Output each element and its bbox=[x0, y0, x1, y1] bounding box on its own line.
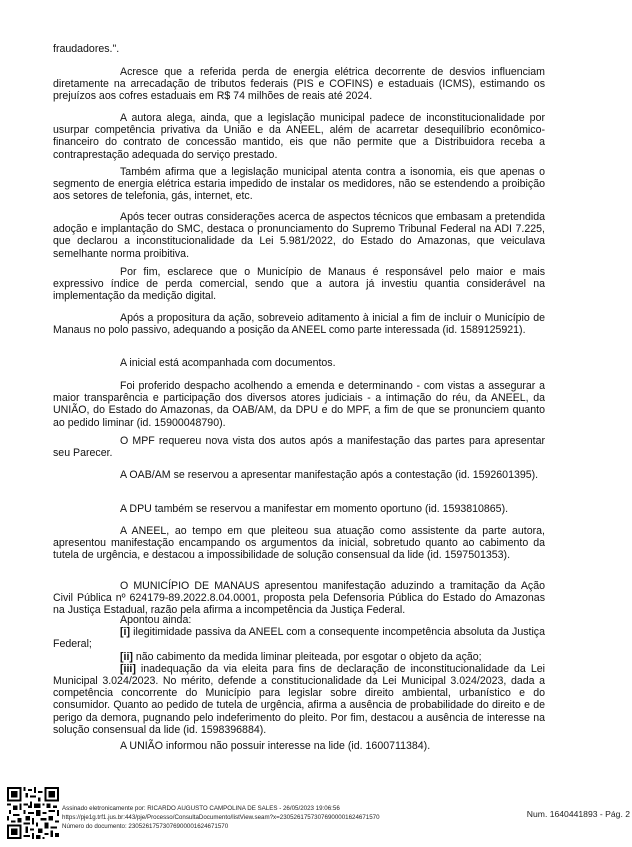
paragraph: Foi proferido despacho acolhendo a emenda e determinando - com vistas a assegurar a maior transparência e participação dos diversos atores judiciais - a intimação do réu, da ANEEL, da UNIÃO, do Estado do Amazonas, da OAB/AM, da DPU e do MPF, a fim de que se pronunciem quanto ao pedido liminar (id. 15900048790). bbox=[53, 380, 545, 429]
document-url-link[interactable]: https://pje1g.trf1.jus.br:443/pje/Processo/ConsultaDocumento/listView.seam?x=23052617573076900001624671570 bbox=[62, 814, 380, 821]
item-marker: [i] bbox=[120, 626, 130, 639]
paragraph: Acresce que a referida perda de energia elétrica decorrente de desvios influenciam diretamente na arrecadação de tributos federais (PIS e COFINS) e estaduais (ICMS), estimando os prejuízos aos cofres estaduais em R$ 74 milhões de reais até 2024. bbox=[53, 66, 545, 103]
qr-code-icon bbox=[7, 787, 59, 839]
paragraph: Também afirma que a legislação municipal atenta contra a isonomia, eis que apenas o segmento de energia elétrica estaria impedido de instalar os medidores, não se estendendo a proibição aos setores de telefonia, gás, internet, etc. bbox=[53, 166, 545, 203]
item-text: não cabimento da medida liminar pleiteada, por esgotar o objeto da ação; bbox=[132, 650, 482, 663]
item-text: inadequação da via eleita para fins de declaração de inconstitucionalidade da Lei Municipal 3.024/2023. No mérito, defende a constitucionalidade da Lei Municipal 3.024/2023, dada a competência concorrente do Município para legislar sobre direito ambiental, urbanístico e do consumidor. Quanto ao pedido de tutela de urgência, afirma a ausência de probabilidade do direito e de perigo da demora, pugnando pelo indeferimento do pleito. Por fim, destacou a ausência de interesse na solução consensual da lide (id. 1598396884). bbox=[53, 662, 545, 736]
apontou-block bbox=[53, 614, 545, 736]
apontou-intro: Apontou ainda: bbox=[120, 614, 192, 626]
item-text: ilegitimidade passiva da ANEEL com a consequente incompetência absoluta da Justiça Federal; bbox=[53, 626, 545, 651]
paragraph: Após tecer outras considerações acerca de aspectos técnicos que embasam a pretendida adoção e implantação do SMC, destaca o pronunciamento do Supremo Tribunal Federal na ADI 7.225, que declarou a inconstitucionalidade da Lei 5.981/2022, do Estado do Amazonas, que veiculava semelhante norma proibitiva. bbox=[53, 211, 545, 260]
paragraph: A inicial está acompanhada com documentos. bbox=[120, 357, 336, 369]
apontou-item-2 bbox=[53, 651, 545, 663]
document-number: Número do documento: 23052617573076900001624671570 bbox=[62, 823, 229, 830]
page-number: Num. 1640441893 - Pág. 2 bbox=[526, 809, 630, 819]
paragraph: A autora alega, ainda, que a legislação municipal padece de inconstitucionalidade por usurpar competência privativa da União e da ANEEL, além de acarretar desequilíbrio econômico-financeiro do contrato de concessão mantido, eis que não permite que a Distribuidora receba a contraprestação adequada do serviço prestado. bbox=[53, 112, 545, 161]
paragraph-uniao: A UNIÃO informou não possuir interesse na lide (id. 1600711384). bbox=[120, 740, 431, 752]
signature-line: Assinado eletronicamente por: RICARDO AUGUSTO CAMPOLINA DE SALES - 26/05/2023 19:06:56 bbox=[62, 805, 340, 812]
item-marker: [iii] bbox=[120, 662, 136, 675]
paragraph: O MUNICÍPIO DE MANAUS apresentou manifestação aduzindo a tramitação da Ação Civil Pública nº 624179-89.2022.8.04.0001, proposta pela Defensoria Pública do Estado do Amazonas na Justiça Estadual, razão pela afirma a incompetência da Justiça Federal. bbox=[53, 580, 545, 617]
paragraph: A OAB/AM se reservou a apresentar manifestação após a contestação (id. 1592601395). bbox=[120, 469, 539, 481]
apontou-item-1 bbox=[53, 626, 545, 650]
paragraph: Por fim, esclarece que o Município de Manaus é responsável pelo maior e mais expressivo índice de perda comercial, sendo que a autora já investiu quantia considerável na implementação da medição digital. bbox=[53, 266, 545, 303]
paragraph: O MPF requereu nova vista dos autos após a manifestação das partes para apresentar seu Parecer. bbox=[53, 435, 545, 460]
paragraph: Após a propositura da ação, sobreveio aditamento à inicial a fim de incluir o Município de Manaus no polo passivo, adequando a posição da ANEEL como parte interessada (id. 1589125921). bbox=[53, 312, 545, 337]
paragraph: A DPU também se reservou a manifestar em momento oportuno (id. 1593810865). bbox=[120, 503, 509, 515]
paragraph: A ANEEL, ao tempo em que pleiteou sua atuação como assistente da parte autora, apresentou manifestação encampando os argumentos da inicial, sobretudo quanto ao cabimento da tutela de urgência, e destacou a impossibilidade de solução consensual da lide (id. 1597501353). bbox=[53, 525, 545, 562]
item-marker: [ii] bbox=[120, 650, 133, 663]
apontou-item-3 bbox=[53, 663, 545, 736]
paragraph: fraudadores.". bbox=[53, 43, 120, 55]
